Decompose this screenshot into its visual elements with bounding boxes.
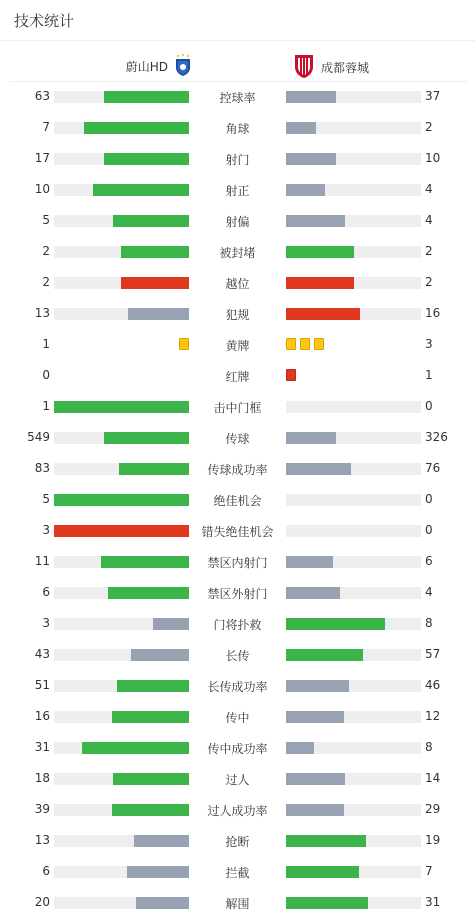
home-team[interactable] bbox=[126, 53, 192, 80]
home-bar-fill bbox=[93, 184, 189, 196]
home-bar-track bbox=[54, 773, 189, 785]
home-bar-track bbox=[54, 494, 189, 506]
stat-label: 门将扑救 bbox=[213, 618, 262, 632]
home-bar-fill bbox=[113, 773, 189, 785]
home-bar-track bbox=[54, 897, 189, 909]
home-bar-fill bbox=[121, 277, 189, 289]
away-bar-track bbox=[286, 897, 421, 909]
stats-header bbox=[0, 0, 475, 41]
away-bar-fill bbox=[286, 618, 385, 630]
away-value: 4 bbox=[425, 182, 433, 196]
stat-label: 射偏 bbox=[225, 215, 250, 229]
yellow-card-icon bbox=[286, 338, 296, 350]
home-bar-fill bbox=[54, 525, 189, 537]
home-value: 13 bbox=[34, 306, 50, 320]
stat-label: 禁区外射门 bbox=[207, 587, 268, 601]
away-value: 12 bbox=[425, 709, 441, 723]
away-bar-track bbox=[286, 432, 421, 444]
home-bar-fill bbox=[127, 866, 189, 878]
home-value: 51 bbox=[34, 678, 50, 692]
home-value: 13 bbox=[34, 833, 50, 847]
away-value: 8 bbox=[425, 740, 433, 754]
away-value: 0 bbox=[425, 399, 433, 413]
home-team-name: 蔚山HD bbox=[125, 60, 168, 74]
stat-row bbox=[0, 608, 475, 639]
away-bar-fill bbox=[286, 649, 363, 661]
stat-label: 禁区内射门 bbox=[207, 556, 268, 570]
stat-row bbox=[0, 236, 475, 267]
stat-row bbox=[0, 298, 475, 329]
home-value: 1 bbox=[42, 337, 50, 351]
away-value: 0 bbox=[425, 492, 433, 506]
away-team-name: 成都蓉城 bbox=[321, 61, 370, 75]
home-bar-track bbox=[54, 556, 189, 568]
yellow-card-icon bbox=[179, 338, 189, 350]
yellow-card-icon bbox=[314, 338, 324, 350]
stat-label: 传球 bbox=[225, 432, 250, 446]
stat-row bbox=[0, 329, 475, 360]
away-bar-fill bbox=[286, 463, 351, 475]
away-bar-track bbox=[286, 680, 421, 692]
home-bar-fill bbox=[112, 711, 189, 723]
team-header bbox=[10, 41, 467, 82]
away-bar-track bbox=[286, 804, 421, 816]
away-value: 29 bbox=[425, 802, 441, 816]
stat-row bbox=[0, 205, 475, 236]
home-value: 31 bbox=[34, 740, 50, 754]
home-bar-fill bbox=[54, 494, 189, 506]
away-bar-track bbox=[286, 463, 421, 475]
home-bar-fill bbox=[153, 618, 189, 630]
stat-row bbox=[0, 701, 475, 732]
away-bar-fill bbox=[286, 184, 325, 196]
stat-row bbox=[0, 856, 475, 887]
stat-row bbox=[0, 825, 475, 856]
stat-row bbox=[0, 546, 475, 577]
home-bar-track bbox=[54, 525, 189, 537]
stat-label: 红牌 bbox=[225, 370, 250, 384]
home-value: 2 bbox=[42, 275, 50, 289]
stat-row bbox=[0, 391, 475, 422]
home-value: 1 bbox=[42, 399, 50, 413]
home-value: 17 bbox=[34, 151, 50, 165]
home-bar-fill bbox=[128, 308, 189, 320]
stat-row bbox=[0, 763, 475, 794]
home-value: 20 bbox=[34, 895, 50, 909]
stat-label: 射正 bbox=[225, 184, 250, 198]
stat-row bbox=[0, 422, 475, 453]
stat-row bbox=[0, 267, 475, 298]
home-bar-fill bbox=[136, 897, 189, 909]
away-bar-track bbox=[286, 618, 421, 630]
stat-label: 控球率 bbox=[219, 91, 256, 105]
away-value: 4 bbox=[425, 213, 433, 227]
away-cards bbox=[286, 338, 324, 350]
stat-label: 抢断 bbox=[225, 835, 250, 849]
home-bar-fill bbox=[54, 401, 189, 413]
stat-label: 过人成功率 bbox=[207, 804, 268, 818]
stat-label: 黄牌 bbox=[225, 339, 250, 353]
away-value: 7 bbox=[425, 864, 433, 878]
home-bar-track bbox=[54, 711, 189, 723]
away-team-badge-icon bbox=[293, 53, 315, 82]
away-value: 37 bbox=[425, 89, 441, 103]
stat-label: 击中门框 bbox=[213, 401, 262, 415]
home-value: 3 bbox=[42, 616, 50, 630]
home-bar-fill bbox=[113, 215, 189, 227]
stat-row bbox=[0, 515, 475, 546]
away-bar-fill bbox=[286, 897, 368, 909]
stat-row bbox=[0, 143, 475, 174]
stat-label: 拦截 bbox=[225, 866, 250, 880]
away-bar-track bbox=[286, 184, 421, 196]
home-bar-track bbox=[54, 215, 189, 227]
away-value: 2 bbox=[425, 120, 433, 134]
home-bar-fill bbox=[101, 556, 189, 568]
stat-label: 长传成功率 bbox=[207, 680, 268, 694]
away-value: 16 bbox=[425, 306, 441, 320]
away-bar-fill bbox=[286, 122, 316, 134]
away-bar-fill bbox=[286, 587, 340, 599]
stat-label: 传中成功率 bbox=[207, 742, 268, 756]
home-bar-fill bbox=[108, 587, 189, 599]
away-team[interactable] bbox=[293, 53, 369, 82]
away-cards bbox=[286, 369, 296, 381]
home-bar-track bbox=[54, 649, 189, 661]
stat-label: 过人 bbox=[225, 773, 250, 787]
home-cards bbox=[179, 338, 189, 350]
home-bar-track bbox=[54, 866, 189, 878]
red-card-icon bbox=[286, 369, 296, 381]
away-bar-track bbox=[286, 91, 421, 103]
away-bar-track bbox=[286, 742, 421, 754]
home-bar-track bbox=[54, 91, 189, 103]
home-bar-track bbox=[54, 680, 189, 692]
stat-row bbox=[0, 453, 475, 484]
home-value: 10 bbox=[34, 182, 50, 196]
stat-row bbox=[0, 174, 475, 205]
away-bar-track bbox=[286, 773, 421, 785]
stat-label: 错失绝佳机会 bbox=[201, 525, 274, 539]
away-bar-track bbox=[286, 215, 421, 227]
home-bar-track bbox=[54, 277, 189, 289]
away-bar-track bbox=[286, 587, 421, 599]
stat-row bbox=[0, 639, 475, 670]
stat-row bbox=[0, 81, 475, 112]
stat-row bbox=[0, 887, 475, 918]
home-value: 0 bbox=[42, 368, 50, 382]
away-value: 46 bbox=[425, 678, 441, 692]
home-value: 6 bbox=[42, 864, 50, 878]
home-bar-fill bbox=[131, 649, 189, 661]
stat-label: 被封堵 bbox=[219, 246, 256, 260]
away-bar-track bbox=[286, 866, 421, 878]
away-value: 14 bbox=[425, 771, 441, 785]
stat-row bbox=[0, 577, 475, 608]
away-bar-fill bbox=[286, 773, 345, 785]
away-bar-fill bbox=[286, 246, 354, 258]
away-bar-track bbox=[286, 401, 421, 413]
section-title: 技术统计 bbox=[14, 12, 75, 30]
away-bar-fill bbox=[286, 215, 345, 227]
home-value: 43 bbox=[34, 647, 50, 661]
away-bar-track bbox=[286, 246, 421, 258]
stat-label: 越位 bbox=[225, 277, 250, 291]
home-value: 11 bbox=[34, 554, 50, 568]
home-value: 7 bbox=[42, 120, 50, 134]
home-bar-track bbox=[54, 432, 189, 444]
home-bar-track bbox=[54, 463, 189, 475]
away-bar-fill bbox=[286, 308, 360, 320]
home-bar-fill bbox=[104, 432, 189, 444]
home-bar-track bbox=[54, 246, 189, 258]
away-value: 326 bbox=[425, 430, 448, 444]
away-bar-track bbox=[286, 153, 421, 165]
away-bar-track bbox=[286, 835, 421, 847]
stat-label: 绝佳机会 bbox=[213, 494, 262, 508]
stat-row bbox=[0, 360, 475, 391]
away-value: 31 bbox=[425, 895, 441, 909]
home-bar-fill bbox=[134, 835, 189, 847]
home-value: 5 bbox=[42, 213, 50, 227]
stat-label: 犯规 bbox=[225, 308, 250, 322]
home-value: 5 bbox=[42, 492, 50, 506]
away-bar-fill bbox=[286, 91, 336, 103]
stat-row bbox=[0, 112, 475, 143]
away-value: 19 bbox=[425, 833, 441, 847]
away-value: 0 bbox=[425, 523, 433, 537]
away-bar-track bbox=[286, 277, 421, 289]
away-bar-fill bbox=[286, 711, 344, 723]
stat-row bbox=[0, 484, 475, 515]
home-bar-track bbox=[54, 618, 189, 630]
away-value: 2 bbox=[425, 244, 433, 258]
away-value: 6 bbox=[425, 554, 433, 568]
away-bar-fill bbox=[286, 680, 349, 692]
away-bar-track bbox=[286, 525, 421, 537]
away-bar-fill bbox=[286, 153, 336, 165]
stat-row bbox=[0, 732, 475, 763]
home-bar-track bbox=[54, 804, 189, 816]
home-bar-fill bbox=[104, 153, 189, 165]
away-bar-fill bbox=[286, 866, 359, 878]
home-value: 16 bbox=[34, 709, 50, 723]
away-value: 57 bbox=[425, 647, 441, 661]
away-bar-track bbox=[286, 649, 421, 661]
yellow-card-icon bbox=[300, 338, 310, 350]
home-bar-track bbox=[54, 742, 189, 754]
away-value: 4 bbox=[425, 585, 433, 599]
home-bar-fill bbox=[84, 122, 189, 134]
home-bar-fill bbox=[112, 804, 189, 816]
away-bar-track bbox=[286, 556, 421, 568]
away-value: 76 bbox=[425, 461, 441, 475]
home-value: 3 bbox=[42, 523, 50, 537]
stat-label: 射门 bbox=[225, 153, 250, 167]
stat-label: 传球成功率 bbox=[207, 463, 268, 477]
home-bar-track bbox=[54, 401, 189, 413]
home-value: 63 bbox=[34, 89, 50, 103]
away-bar-track bbox=[286, 308, 421, 320]
home-bar-fill bbox=[104, 91, 189, 103]
stat-label: 角球 bbox=[225, 122, 250, 136]
away-bar-fill bbox=[286, 432, 336, 444]
home-bar-fill bbox=[82, 742, 189, 754]
away-value: 10 bbox=[425, 151, 441, 165]
home-value: 18 bbox=[34, 771, 50, 785]
away-value: 1 bbox=[425, 368, 433, 382]
home-bar-track bbox=[54, 835, 189, 847]
away-bar-fill bbox=[286, 277, 354, 289]
stat-label: 传中 bbox=[225, 711, 250, 725]
home-bar-fill bbox=[121, 246, 189, 258]
home-bar-track bbox=[54, 308, 189, 320]
stat-label: 解围 bbox=[225, 897, 250, 911]
away-value: 3 bbox=[425, 337, 433, 351]
stat-row bbox=[0, 794, 475, 825]
home-bar-fill bbox=[117, 680, 189, 692]
away-bar-track bbox=[286, 494, 421, 506]
home-bar-fill bbox=[119, 463, 189, 475]
away-bar-track bbox=[286, 711, 421, 723]
away-value: 8 bbox=[425, 616, 433, 630]
home-value: 39 bbox=[34, 802, 50, 816]
stat-row bbox=[0, 670, 475, 701]
home-team-badge-icon bbox=[174, 53, 192, 80]
home-value: 2 bbox=[42, 244, 50, 258]
home-bar-track bbox=[54, 153, 189, 165]
home-bar-track bbox=[54, 587, 189, 599]
home-bar-track bbox=[54, 122, 189, 134]
away-value: 2 bbox=[425, 275, 433, 289]
home-value: 83 bbox=[34, 461, 50, 475]
home-bar-track bbox=[54, 184, 189, 196]
away-bar-fill bbox=[286, 804, 344, 816]
away-bar-fill bbox=[286, 556, 333, 568]
away-bar-fill bbox=[286, 835, 366, 847]
stat-label: 长传 bbox=[225, 649, 250, 663]
away-bar-track bbox=[286, 122, 421, 134]
home-value: 6 bbox=[42, 585, 50, 599]
home-value: 549 bbox=[27, 430, 50, 444]
away-bar-fill bbox=[286, 742, 314, 754]
